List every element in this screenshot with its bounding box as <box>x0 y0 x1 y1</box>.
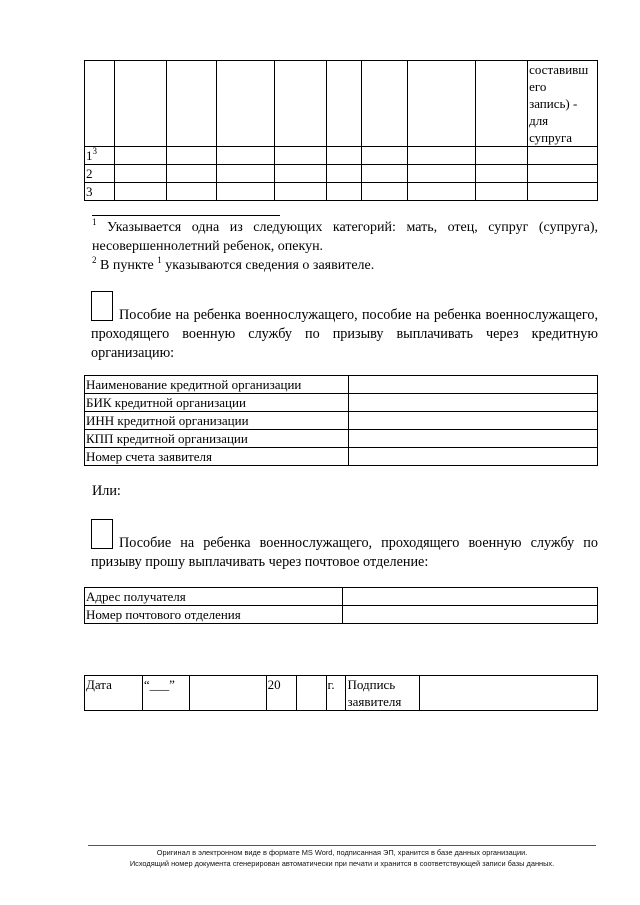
table-row: КПП кредитной организации <box>85 430 598 448</box>
bik-field[interactable] <box>348 394 597 412</box>
bank-option-text: Пособие на ребенка военнослужащего, пособие на ребенка военнослужащего, проходящего военную службу по призыву выплачивать через кредитную организацию: <box>91 307 598 361</box>
post-office-number-field[interactable] <box>342 606 597 624</box>
table-row: Номер счета заявителя <box>85 448 598 466</box>
bank-details-table <box>84 375 598 466</box>
table-row: БИК кредитной организации <box>85 394 598 412</box>
table-row <box>85 147 598 165</box>
month-field[interactable] <box>189 676 266 711</box>
or-text: Или: <box>92 483 121 499</box>
year-prefix: 20 <box>266 676 296 711</box>
post-option-text: Пособие на ребенка военнослужащего, проходящего военную службу по призыву прошу выплачивать через почтовое отделение: <box>91 535 598 570</box>
signature-field[interactable] <box>420 676 598 711</box>
row-number: $1^3$ <box>85 147 115 165</box>
footer-line-1: Оригинал в электронном виде в формате MS Word, подписанная ЭП, хранится в базе данных организации. <box>156 848 528 857</box>
table-row: Адрес получателя <box>85 588 598 606</box>
row-number: 3 <box>85 183 115 201</box>
table-row <box>85 676 598 711</box>
table-row: ИНН кредитной организации <box>85 412 598 430</box>
table-row: Наименование кредитной организации <box>85 376 598 394</box>
recipient-address-field[interactable] <box>342 588 597 606</box>
post-details-table <box>84 587 598 624</box>
day-field[interactable]: “___” <box>142 676 189 711</box>
footnote-divider <box>92 215 280 216</box>
date-signature-table <box>84 675 598 711</box>
year-suffix: г. <box>326 676 346 711</box>
relatives-table <box>84 60 598 201</box>
table-header-row <box>85 61 598 147</box>
row-number: 2 <box>85 165 115 183</box>
inn-field[interactable] <box>348 412 597 430</box>
table-row <box>85 183 598 201</box>
bank-name-field[interactable] <box>348 376 597 394</box>
footnote-2: $^2$ В пункте $^1$ указываются сведения о заявителе. <box>92 255 375 273</box>
signature-label: Подпись заявителя <box>346 676 420 711</box>
footnote-1: $^1$ Указывается одна из следующих категорий: мать, отец, супруг (супруга), несовершеннолетний ребенок, опекун. <box>92 217 598 254</box>
footer-line-2: Исходящий номер документа сгенерирован автоматически при печати и хранится в соответствующей записи базы данных. <box>129 859 555 868</box>
kpp-field[interactable] <box>348 430 597 448</box>
header-cell-spouse-category: составивш его запись) - для супруга <box>528 61 598 147</box>
table-row: Номер почтового отделения <box>85 606 598 624</box>
table-row <box>85 165 598 183</box>
account-number-field[interactable] <box>348 448 597 466</box>
year-field[interactable] <box>296 676 326 711</box>
date-label: Дата <box>85 676 143 711</box>
